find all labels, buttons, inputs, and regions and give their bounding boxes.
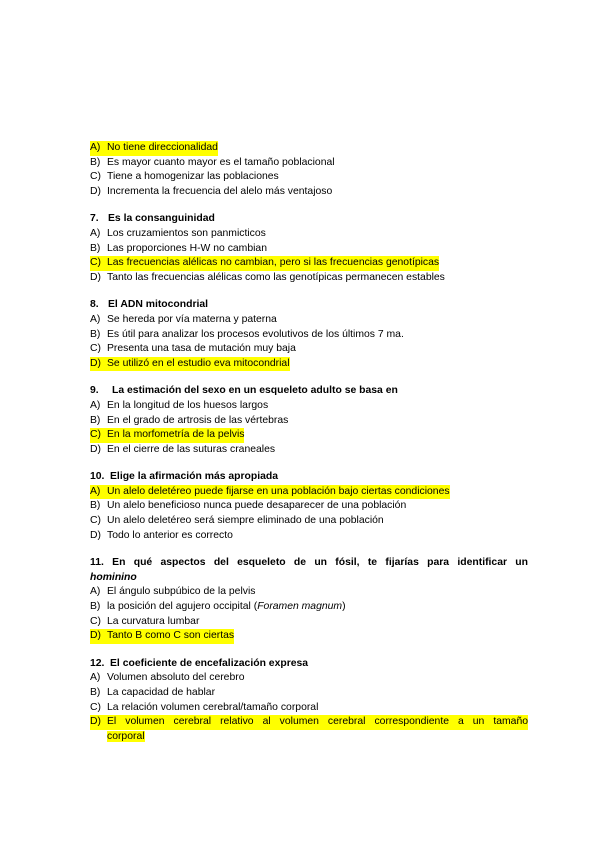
question-title: 12. El coeficiente de encefalización expresa	[90, 657, 309, 669]
option-a: A) El ángulo subpúbico de la pelvis	[90, 586, 256, 598]
option-d: D) El volumen cerebral relativo al volumen cerebral correspondiente a un tamaño corporal	[90, 716, 528, 742]
option-b: B) La capacidad de hablar	[90, 687, 216, 698]
question-12	[90, 657, 528, 745]
question-11	[90, 556, 528, 644]
option-b: B) Es mayor cuanto mayor es el tamaño poblacional	[90, 156, 335, 168]
question-9	[90, 384, 528, 457]
option-b: B) Es útil para analizar los procesos evolutivos de los últimos 7 ma.	[90, 328, 404, 340]
option-c: C) En la morfometría de la pelvis	[90, 428, 528, 443]
option-a: A) Se hereda por vía materna y paterna	[90, 313, 277, 325]
question-8	[90, 298, 528, 371]
option-a: A) Volumen absoluto del cerebro	[90, 672, 245, 684]
question-title: 10. Elige la afirmación más apropiada	[90, 471, 279, 483]
question-title: 11. En qué aspectos del esqueleto de un fósil, te fijarías para identificar un hominino	[90, 557, 529, 583]
option-d: D) Se utilizó en el estudio eva mitocondrial	[90, 357, 528, 372]
question-title: 8. El ADN mitocondrial	[90, 299, 209, 311]
question-title: 7. Es la consanguinidad	[90, 213, 215, 225]
option-a: A) No tiene direccionalidad	[90, 141, 528, 156]
option-c: C) Un alelo deletéreo será siempre eliminado de una población	[90, 515, 384, 527]
option-a: A) Los cruzamientos son panmicticos	[90, 227, 266, 239]
option-c: C) Las frecuencias alélicas no cambian, pero si las frecuencias genotípicas	[90, 256, 528, 271]
question-10	[90, 470, 528, 543]
option-b: B) En el grado de artrosis de las vértebras	[90, 414, 289, 426]
option-d: D) Tanto las frecuencias alélicas como las genotípicas permanecen estables	[90, 271, 445, 283]
option-d: D) Todo lo anterior es correcto	[90, 529, 233, 541]
option-d: D) En el cierre de las suturas craneales	[90, 443, 276, 455]
option-d: D) Incrementa la frecuencia del alelo más ventajoso	[90, 185, 333, 197]
question-7	[90, 212, 528, 285]
option-b: B) Las proporciones H-W no cambian	[90, 242, 267, 254]
option-a: A) En la longitud de los huesos largos	[90, 399, 269, 411]
option-c: C) La relación volumen cerebral/tamaño corporal	[90, 701, 319, 713]
option-a: A) Un alelo deletéreo puede fijarse en una población bajo ciertas condiciones	[90, 485, 528, 500]
option-c: C) Presenta una tasa de mutación muy baja	[90, 343, 296, 355]
option-d: D) Tanto B como C son ciertas	[90, 629, 528, 644]
question-6-options	[90, 141, 528, 199]
exam-page	[90, 141, 528, 744]
option-c: C) Tiene a homogenizar las poblaciones	[90, 171, 279, 183]
option-b: B) Un alelo beneficioso nunca puede desaparecer de una población	[90, 500, 407, 512]
option-b: B) la posición del agujero occipital (Foramen magnum)	[90, 601, 346, 613]
option-c: C) La curvatura lumbar	[90, 615, 200, 627]
question-title: 9. La estimación del sexo en un esqueleto adulto se basa en	[90, 385, 398, 397]
